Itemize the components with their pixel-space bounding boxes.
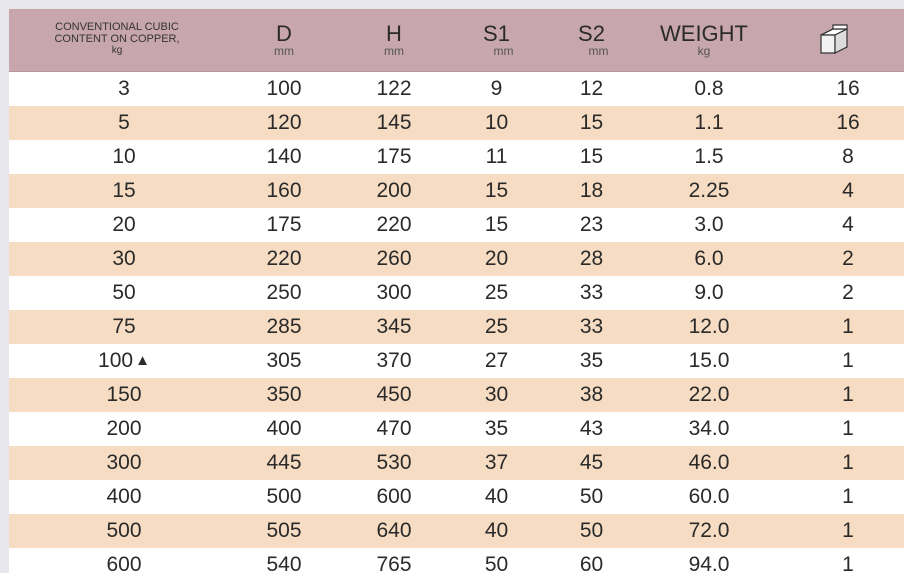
table-row xyxy=(9,344,904,378)
cell-pack-qty-value: 16 xyxy=(836,111,860,134)
cell-d-value: 540 xyxy=(266,553,302,573)
cell-s2-value: 33 xyxy=(579,281,604,304)
cell-h xyxy=(354,106,434,140)
cell-h-value: 345 xyxy=(376,315,412,338)
table-header xyxy=(9,9,904,72)
cell-h-value: 530 xyxy=(376,451,412,474)
cell-content xyxy=(69,276,179,310)
header-d xyxy=(244,9,324,71)
cell-s1-value: 25 xyxy=(484,281,509,304)
cell-pack-qty xyxy=(809,106,887,140)
cell-content-value: 20 xyxy=(112,213,136,236)
cell-d xyxy=(244,412,324,446)
cell-d xyxy=(244,106,324,140)
cell-h-value: 175 xyxy=(376,145,412,168)
cell-s1-value: 27 xyxy=(484,349,509,372)
cell-content-value: 30 xyxy=(112,247,136,270)
cell-s2-value: 12 xyxy=(579,77,604,100)
cell-s1 xyxy=(459,310,534,344)
cell-pack-qty-value: 16 xyxy=(836,77,860,100)
cell-h-value: 220 xyxy=(376,213,412,236)
cell-h xyxy=(354,548,434,573)
cell-pack-qty xyxy=(809,514,887,548)
cell-d xyxy=(244,378,324,412)
cell-h xyxy=(354,344,434,378)
cell-h-value: 300 xyxy=(376,281,412,304)
cell-weight-value: 9.0 xyxy=(694,281,724,304)
cell-s1-value: 40 xyxy=(484,485,509,508)
cell-s2-value: 15 xyxy=(579,111,604,134)
cell-content xyxy=(69,174,179,208)
cell-content-value: 500 xyxy=(106,519,142,542)
cell-s2 xyxy=(554,72,629,106)
cell-s2-value: 28 xyxy=(579,247,604,270)
cell-s1-value: 11 xyxy=(485,145,508,168)
cell-content-value: 100 xyxy=(98,349,134,372)
cell-pack-qty-value: 8 xyxy=(842,145,854,168)
cell-s1 xyxy=(459,72,534,106)
cell-weight-value: 1.1 xyxy=(694,111,724,134)
table-row xyxy=(9,242,904,276)
cell-s2 xyxy=(554,140,629,174)
cell-pack-qty xyxy=(809,412,887,446)
cell-weight-value: 72.0 xyxy=(688,519,730,542)
cell-content xyxy=(69,378,179,412)
cell-d xyxy=(244,174,324,208)
header-weight-label: WEIGHT xyxy=(660,21,748,46)
header-h xyxy=(354,9,434,71)
cell-pack-qty-value: 1 xyxy=(842,315,854,338)
cell-s1-value: 35 xyxy=(484,417,509,440)
cell-d xyxy=(244,140,324,174)
cell-s1 xyxy=(459,446,534,480)
cell-d xyxy=(244,548,324,573)
cell-s1-value: 25 xyxy=(484,315,509,338)
cell-pack-qty xyxy=(809,140,887,174)
cell-s2-value: 35 xyxy=(579,349,604,372)
cell-pack-qty-value: 1 xyxy=(842,349,854,372)
cell-s2-value: 50 xyxy=(579,519,604,542)
cell-d-value: 505 xyxy=(266,519,302,542)
cell-weight xyxy=(654,276,764,310)
cell-s2-value: 15 xyxy=(579,145,604,168)
cell-content-value: 75 xyxy=(112,315,136,338)
cell-h-value: 145 xyxy=(376,111,412,134)
header-h-label: H xyxy=(386,21,402,46)
cell-pack-qty-value: 2 xyxy=(842,247,854,270)
cell-h xyxy=(354,514,434,548)
cell-weight xyxy=(654,412,764,446)
cell-s1-value: 15 xyxy=(484,179,509,202)
cell-h xyxy=(354,174,434,208)
header-s2-label: S2 xyxy=(578,21,605,46)
table-row xyxy=(9,140,904,174)
cell-pack-qty xyxy=(809,378,887,412)
cell-s1-value: 37 xyxy=(484,451,509,474)
header-s1 xyxy=(459,9,534,71)
header-s1-label: S1 xyxy=(483,21,510,46)
cell-content-value: 3 xyxy=(118,77,130,100)
cell-weight xyxy=(654,310,764,344)
cell-pack-qty-value: 4 xyxy=(842,213,854,236)
cell-content xyxy=(69,208,179,242)
cell-weight-value: 46.0 xyxy=(688,451,730,474)
cell-content xyxy=(69,514,179,548)
cell-weight xyxy=(654,344,764,378)
cell-pack-qty-value: 1 xyxy=(842,417,854,440)
table-row xyxy=(9,208,904,242)
cell-s1 xyxy=(459,514,534,548)
cell-d xyxy=(244,208,324,242)
cell-d xyxy=(244,446,324,480)
cell-s1-value: 9 xyxy=(490,77,503,100)
cell-d-value: 350 xyxy=(266,383,302,406)
table-row xyxy=(9,72,904,106)
cell-s2-value: 18 xyxy=(579,179,604,202)
cell-content-value: 50 xyxy=(112,281,136,304)
table-row xyxy=(9,446,904,480)
cell-weight xyxy=(654,378,764,412)
cell-content-value: 600 xyxy=(106,553,142,573)
cell-h xyxy=(354,242,434,276)
cell-s1 xyxy=(459,208,534,242)
cell-weight xyxy=(654,174,764,208)
cell-weight xyxy=(654,72,764,106)
cell-s1 xyxy=(459,140,534,174)
cell-s1 xyxy=(459,174,534,208)
cell-d xyxy=(244,310,324,344)
cell-h xyxy=(354,310,434,344)
table-row xyxy=(9,378,904,412)
cell-s1-value: 30 xyxy=(484,383,509,406)
cell-pack-qty-value: 1 xyxy=(842,383,854,406)
cell-s2-value: 50 xyxy=(579,485,604,508)
cell-h-value: 122 xyxy=(376,77,412,100)
cell-weight xyxy=(654,548,764,573)
cell-weight-value: 60.0 xyxy=(688,485,730,508)
cell-weight-value: 3.0 xyxy=(694,213,724,236)
cell-d xyxy=(244,344,324,378)
cell-content xyxy=(69,72,179,106)
cell-content-value: 300 xyxy=(106,451,142,474)
cell-weight-value: 22.0 xyxy=(688,383,730,406)
cell-s1 xyxy=(459,106,534,140)
cell-h xyxy=(354,276,434,310)
cell-d-value: 500 xyxy=(266,485,302,508)
cell-weight xyxy=(654,106,764,140)
cell-h-value: 200 xyxy=(376,179,412,202)
cell-d-value: 305 xyxy=(266,349,302,372)
cell-weight-value: 1.5 xyxy=(694,145,724,168)
header-h-unit: mm xyxy=(384,44,404,58)
cell-d xyxy=(244,72,324,106)
cell-weight xyxy=(654,208,764,242)
cell-content xyxy=(69,242,179,276)
cell-pack-qty xyxy=(809,276,887,310)
cell-s1 xyxy=(459,480,534,514)
table-row xyxy=(9,412,904,446)
table-row xyxy=(9,106,904,140)
header-weight xyxy=(644,9,764,71)
cell-s1-value: 15 xyxy=(484,213,509,236)
cell-content-value: 150 xyxy=(106,383,142,406)
cell-content-value: 400 xyxy=(106,485,142,508)
cell-h-value: 260 xyxy=(376,247,412,270)
cell-s2 xyxy=(554,480,629,514)
crucible-table xyxy=(9,9,904,573)
cell-d-value: 220 xyxy=(266,247,302,270)
cell-d-value: 160 xyxy=(266,179,302,202)
table-row xyxy=(9,480,904,514)
cell-pack-qty xyxy=(809,480,887,514)
cell-content xyxy=(69,344,179,378)
table-row xyxy=(9,276,904,310)
cell-s2-value: 33 xyxy=(579,315,604,338)
cell-pack-qty-value: 1 xyxy=(842,451,854,474)
cell-weight-value: 34.0 xyxy=(688,417,730,440)
cell-content xyxy=(69,106,179,140)
cell-h-value: 765 xyxy=(376,553,412,573)
cell-d-value: 445 xyxy=(266,451,302,474)
cell-weight xyxy=(654,140,764,174)
cell-d-value: 100 xyxy=(266,77,302,100)
cell-d xyxy=(244,514,324,548)
cell-d-value: 120 xyxy=(266,111,302,134)
cell-s2-value: 23 xyxy=(579,213,604,236)
cell-s2 xyxy=(554,208,629,242)
cell-s2 xyxy=(554,106,629,140)
cell-content xyxy=(69,548,179,573)
cell-weight-value: 15.0 xyxy=(688,349,730,372)
cell-h-value: 640 xyxy=(376,519,412,542)
cell-h xyxy=(354,72,434,106)
cell-pack-qty xyxy=(809,446,887,480)
cell-weight xyxy=(654,480,764,514)
cell-content-value: 10 xyxy=(112,145,136,168)
cell-s2 xyxy=(554,548,629,573)
cell-content xyxy=(69,310,179,344)
cell-content-value: 5 xyxy=(118,111,130,134)
cell-s1-value: 20 xyxy=(484,247,509,270)
cell-s2 xyxy=(554,514,629,548)
cell-d-value: 285 xyxy=(266,315,302,338)
cell-h xyxy=(354,208,434,242)
cell-content xyxy=(69,480,179,514)
cell-h xyxy=(354,378,434,412)
cell-s1-value: 10 xyxy=(484,111,509,134)
cell-s2-value: 38 xyxy=(579,383,604,406)
cell-h-value: 450 xyxy=(376,383,412,406)
cell-s2 xyxy=(554,344,629,378)
cell-weight-value: 6.0 xyxy=(694,247,724,270)
header-cubic-content xyxy=(17,21,217,57)
table-row xyxy=(9,548,904,573)
cell-weight-value: 94.0 xyxy=(688,553,730,573)
cell-content xyxy=(69,140,179,174)
cell-s2 xyxy=(554,412,629,446)
cell-content xyxy=(69,412,179,446)
cell-pack-qty xyxy=(809,242,887,276)
cell-pack-qty xyxy=(809,208,887,242)
cell-pack-qty-value: 4 xyxy=(842,179,854,202)
cell-d xyxy=(244,242,324,276)
header-s2-unit: mm xyxy=(588,44,609,58)
cell-h-value: 470 xyxy=(376,417,412,440)
cell-d xyxy=(244,480,324,514)
table-row xyxy=(9,310,904,344)
cell-pack-qty xyxy=(809,72,887,106)
cell-s2 xyxy=(554,310,629,344)
table-row xyxy=(9,174,904,208)
cell-s1 xyxy=(459,548,534,573)
cell-pack-qty-value: 1 xyxy=(842,553,854,573)
cell-pack-qty xyxy=(809,174,887,208)
cell-s1 xyxy=(459,276,534,310)
cell-d-value: 175 xyxy=(266,213,302,236)
header-s1-unit: mm xyxy=(493,44,514,58)
cell-pack-qty-value: 1 xyxy=(842,519,854,542)
cell-s2-value: 45 xyxy=(579,451,604,474)
cell-s2 xyxy=(554,276,629,310)
cell-s1 xyxy=(459,242,534,276)
cell-h-value: 370 xyxy=(376,349,412,372)
cell-d-value: 250 xyxy=(266,281,302,304)
cell-d-value: 140 xyxy=(266,145,302,168)
cell-weight-value: 12.0 xyxy=(688,315,730,338)
cell-pack-qty-value: 1 xyxy=(842,485,854,508)
cell-s2 xyxy=(554,446,629,480)
table-body xyxy=(9,72,904,573)
cell-s2-value: 60 xyxy=(579,553,604,573)
cell-h xyxy=(354,446,434,480)
cell-weight xyxy=(654,242,764,276)
cell-content-value: 200 xyxy=(106,417,142,440)
cell-d xyxy=(244,276,324,310)
cell-weight xyxy=(654,514,764,548)
cell-pack-qty xyxy=(809,548,887,573)
header-cubic-content-unit: kg xyxy=(111,45,123,56)
cell-s2 xyxy=(554,174,629,208)
cell-h-value: 600 xyxy=(376,485,412,508)
cell-s1-value: 50 xyxy=(484,553,509,573)
cell-s2 xyxy=(554,242,629,276)
cell-s2 xyxy=(554,378,629,412)
box-icon xyxy=(817,23,851,57)
cell-s1 xyxy=(459,412,534,446)
cell-content-value: 15 xyxy=(112,179,136,202)
triangle-marker-icon: ▲ xyxy=(135,352,150,369)
cell-weight xyxy=(654,446,764,480)
cell-s2-value: 43 xyxy=(579,417,604,440)
header-cubic-content-line1: CONVENTIONAL CUBIC xyxy=(55,21,179,33)
header-s2 xyxy=(554,9,629,71)
cell-pack-qty xyxy=(809,344,887,378)
table-row xyxy=(9,514,904,548)
cell-d-value: 400 xyxy=(266,417,302,440)
cell-h xyxy=(354,412,434,446)
cell-h xyxy=(354,140,434,174)
cell-s1 xyxy=(459,378,534,412)
cell-weight-value: 2.25 xyxy=(688,179,730,202)
cell-pack-qty-value: 2 xyxy=(842,281,854,304)
cell-h xyxy=(354,480,434,514)
cell-pack-qty xyxy=(809,310,887,344)
header-d-unit: mm xyxy=(274,44,294,58)
cell-s1 xyxy=(459,344,534,378)
header-weight-unit: kg xyxy=(697,44,711,58)
cell-s1-value: 40 xyxy=(484,519,509,542)
header-cubic-content-line2: CONTENT ON COPPER, xyxy=(54,33,180,45)
header-d-label: D xyxy=(276,21,292,46)
cell-content xyxy=(69,446,179,480)
cell-weight-value: 0.8 xyxy=(694,77,724,100)
